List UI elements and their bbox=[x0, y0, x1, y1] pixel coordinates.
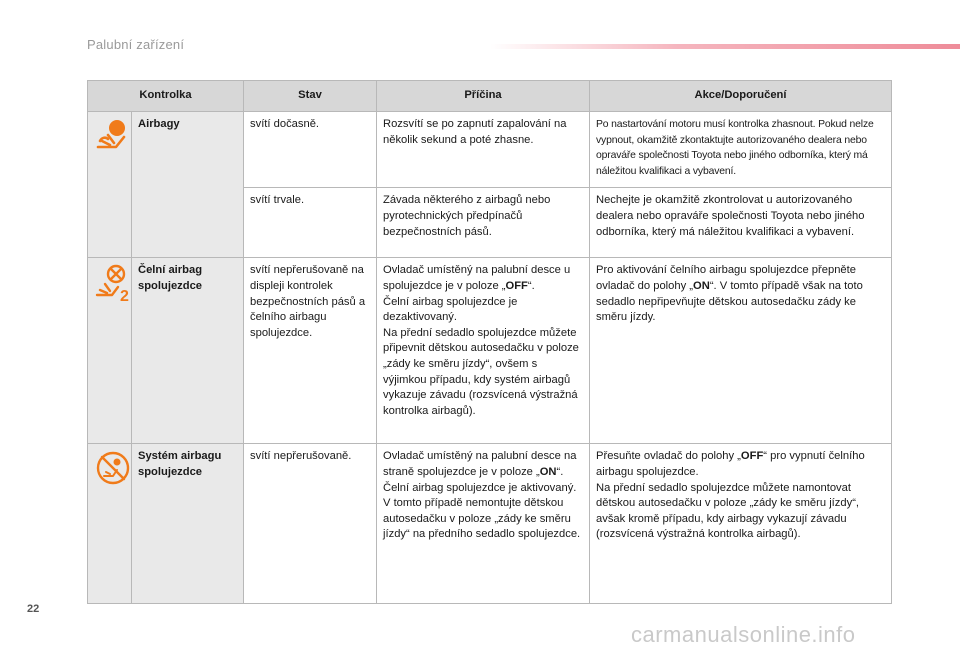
warning-name: Systém airbagu spolujezdce bbox=[132, 444, 244, 604]
passenger-airbag-off-icon bbox=[94, 263, 134, 303]
action-cell: Pro aktivování čelního airbagu spolujezdce přepněte ovladač do polohy „ON“. V tomto případě však na toto sedadlo nepřipevňujte dětskou autosedačku zády ke směru jízdy. bbox=[590, 258, 892, 444]
badge-number: 2 bbox=[120, 288, 129, 304]
icon-cell bbox=[88, 444, 132, 604]
status-cell: svítí trvale. bbox=[244, 188, 377, 258]
section-title: Palubní zařízení bbox=[87, 37, 185, 52]
cause-cell: Ovladač umístěný na palubní desce na straně spolujezdce je v poloze „ON“. Čelní airbag spolujezdce je aktivovaný. V tomto případě nemontujte dětskou autosedačku v poloze „zády ke směru jízdy“ na předního sedadlo spolujezdce. bbox=[377, 444, 590, 604]
airbag-warning-icon bbox=[94, 117, 130, 153]
table-row bbox=[88, 112, 892, 188]
cause-cell: Ovladač umístěný na palubní desce u spolujezdce je v poloze „OFF“. Čelní airbag spolujezdce je dezaktivovaný. Na přední sedadlo spolujezdce můžete připevnit dětskou autosedačku v poloze „zády ke směru jízdy“, ovšem s výjimkou případu, kdy systém airbagů vykazuje závadu (rozsvícená výstražná kontrolka airbagů). bbox=[377, 258, 590, 444]
table-row bbox=[88, 444, 892, 604]
icon-cell bbox=[88, 112, 132, 258]
table-row bbox=[88, 258, 892, 444]
column-header-pricina: Příčina bbox=[377, 81, 590, 112]
status-cell: svítí dočasně. bbox=[244, 112, 377, 188]
warning-name: Čelní airbag spolujezdce bbox=[132, 258, 244, 444]
action-cell: Nechejte je okamžitě zkontrolovat u autorizovaného dealera nebo opraváře společnosti Toyota nebo jiného odborníka, který má náležitou kvalifikaci a vybavení. bbox=[590, 188, 892, 258]
column-header-akce: Akce/Doporučení bbox=[590, 81, 892, 112]
header-accent-bar bbox=[490, 44, 960, 49]
column-header-kontrolka: Kontrolka bbox=[88, 81, 244, 112]
icon-cell bbox=[88, 258, 132, 444]
action-cell: Po nastartování motoru musí kontrolka zhasnout. Pokud nelze vypnout, okamžitě zkontaktujte autorizovaného dealera nebo opraváře společnosti Toyota nebo jiného odborníka, který má náležitou kvalifikaci a vybavení. bbox=[590, 112, 892, 188]
column-header-stav: Stav bbox=[244, 81, 377, 112]
page-number: 22 bbox=[27, 603, 40, 615]
table-header-row bbox=[88, 81, 892, 112]
status-cell: svítí nepřerušovaně na displeji kontrolek bezpečnostních pásů a čelního airbagu spolujezdce. bbox=[244, 258, 377, 444]
cause-cell: Rozsvítí se po zapnutí zapalování na několik sekund a poté zhasne. bbox=[377, 112, 590, 188]
cause-cell: Závada některého z airbagů nebo pyrotechnických předpínačů bezpečnostních pásů. bbox=[377, 188, 590, 258]
passenger-airbag-on-icon bbox=[94, 449, 132, 487]
warning-lights-table bbox=[87, 80, 892, 604]
status-cell: svítí nepřerušovaně. bbox=[244, 444, 377, 604]
watermark: carmanualsonline.info bbox=[631, 622, 856, 647]
warning-name: Airbagy bbox=[132, 112, 244, 258]
action-cell: Přesuňte ovladač do polohy „OFF“ pro vypnutí čelního airbagu spolujezdce. Na přední sedadlo spolujezdce můžete namontovat dětskou autosedačku v poloze „zády ke směru jízdy“, avšak kromě případu, kdy airbagy vykazují závadu (rozsvícená výstražná kontrolka airbagů). bbox=[590, 444, 892, 604]
